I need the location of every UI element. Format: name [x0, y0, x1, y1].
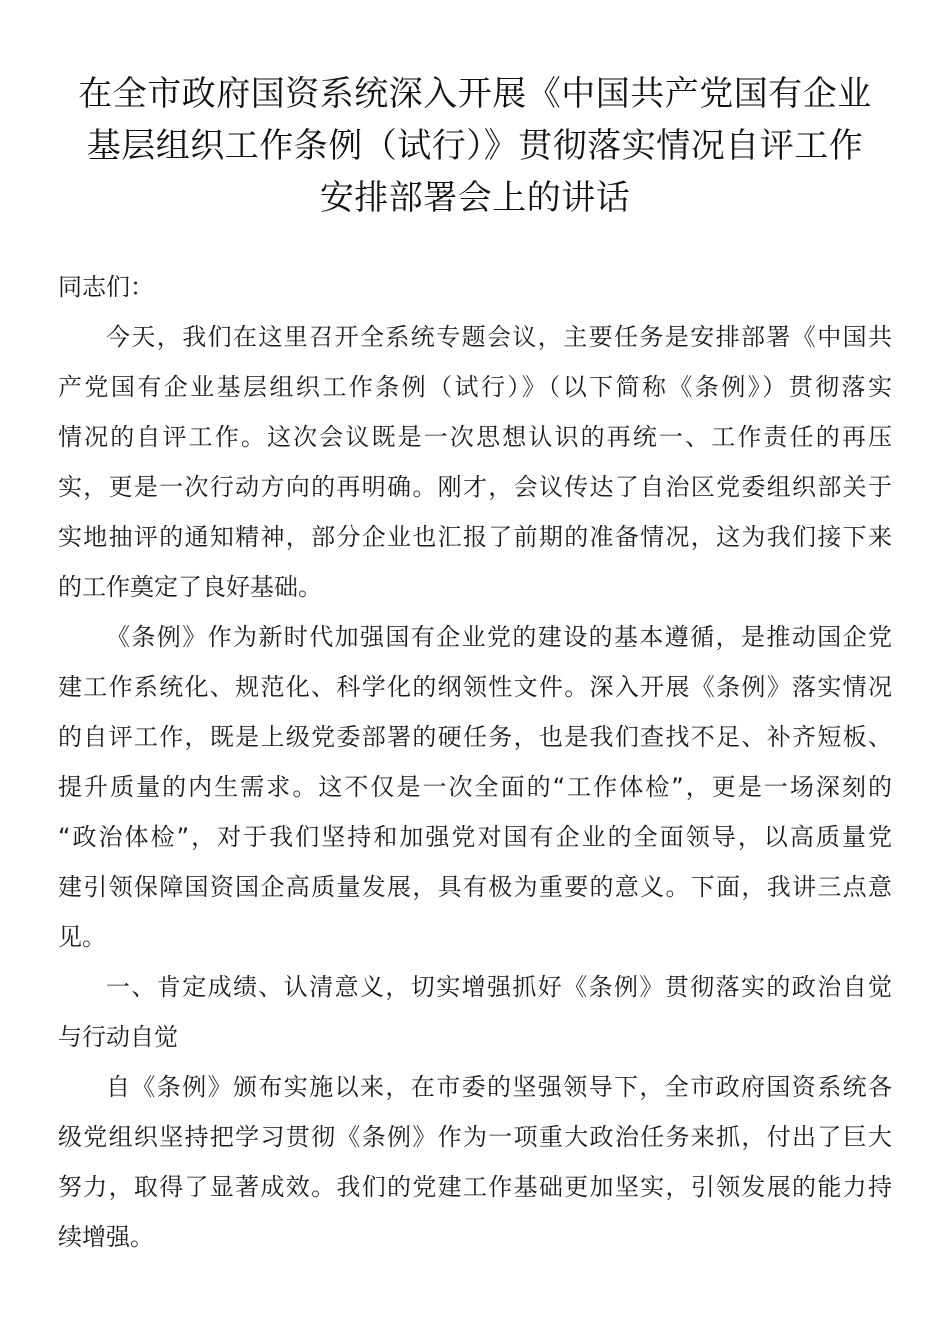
paragraph-line: 建引领保障国资国企高质量发展，具有极为重要的意义。下面，我讲三点意	[58, 873, 892, 901]
paragraph-line: 级党组织坚持把学习贯彻《条例》作为一项重大政治任务来抓，付出了巨大	[58, 1123, 892, 1151]
paragraph-line: 续增强。	[58, 1223, 154, 1251]
paragraph-line: 产党国有企业基层组织工作条例（试行）》（以下简称《条例》）贯彻落实	[58, 373, 892, 401]
paragraph-line: 《条例》作为新时代加强国有企业党的建设的基本遵循，是推动国企党	[106, 623, 892, 651]
salutation: 同志们：	[58, 273, 154, 301]
heading-line: 一、肯定成绩、认清意义，切实增强抓好《条例》贯彻落实的政治自觉	[106, 973, 892, 1001]
paragraph-line: “政治体检”，对于我们坚持和加强党对国有企业的全面领导，以高质量党	[58, 823, 892, 851]
title-line: 基层组织工作条例（试行）》贯彻落实情况自评工作	[86, 126, 864, 166]
paragraph-line: 努力，取得了显著成效。我们的党建工作基础更加坚实，引领发展的能力持	[58, 1173, 892, 1201]
paragraph-line: 的自评工作，既是上级党委部署的硬任务，也是我们查找不足、补齐短板、	[58, 723, 892, 751]
heading-line: 与行动自觉	[58, 1023, 178, 1051]
paragraph-achievements	[58, 1062, 892, 1262]
paragraph-line: 实地抽评的通知精神，部分企业也汇报了前期的准备情况，这为我们接下来	[58, 523, 892, 551]
document-title	[58, 68, 892, 224]
paragraph-significance	[58, 612, 892, 962]
title-line: 安排部署会上的讲话	[319, 178, 631, 218]
paragraph-line: 见。	[58, 923, 106, 951]
paragraph-line: 提升质量的内生需求。这不仅是一次全面的“工作体检”，更是一场深刻的	[58, 773, 892, 801]
section-heading-one	[58, 962, 892, 1062]
document-body	[58, 262, 892, 1262]
paragraph-line: 的工作奠定了良好基础。	[58, 573, 322, 601]
paragraph-line: 实，更是一次行动方向的再明确。刚才，会议传达了自治区党委组织部关于	[58, 473, 892, 501]
paragraph-line: 自《条例》颁布实施以来，在市委的坚强领导下，全市政府国资系统各	[106, 1073, 892, 1101]
paragraph-line: 情况的自评工作。这次会议既是一次思想认识的再统一、工作责任的再压	[58, 423, 892, 451]
title-line: 在全市政府国资系统深入开展《中国共产党国有企业	[78, 74, 872, 114]
paragraph-opening	[58, 312, 892, 612]
paragraph-line: 今天，我们在这里召开全系统专题会议，主要任务是安排部署《中国共	[106, 323, 892, 351]
paragraph-line: 建工作系统化、规范化、科学化的纲领性文件。深入开展《条例》落实情况	[58, 673, 892, 701]
